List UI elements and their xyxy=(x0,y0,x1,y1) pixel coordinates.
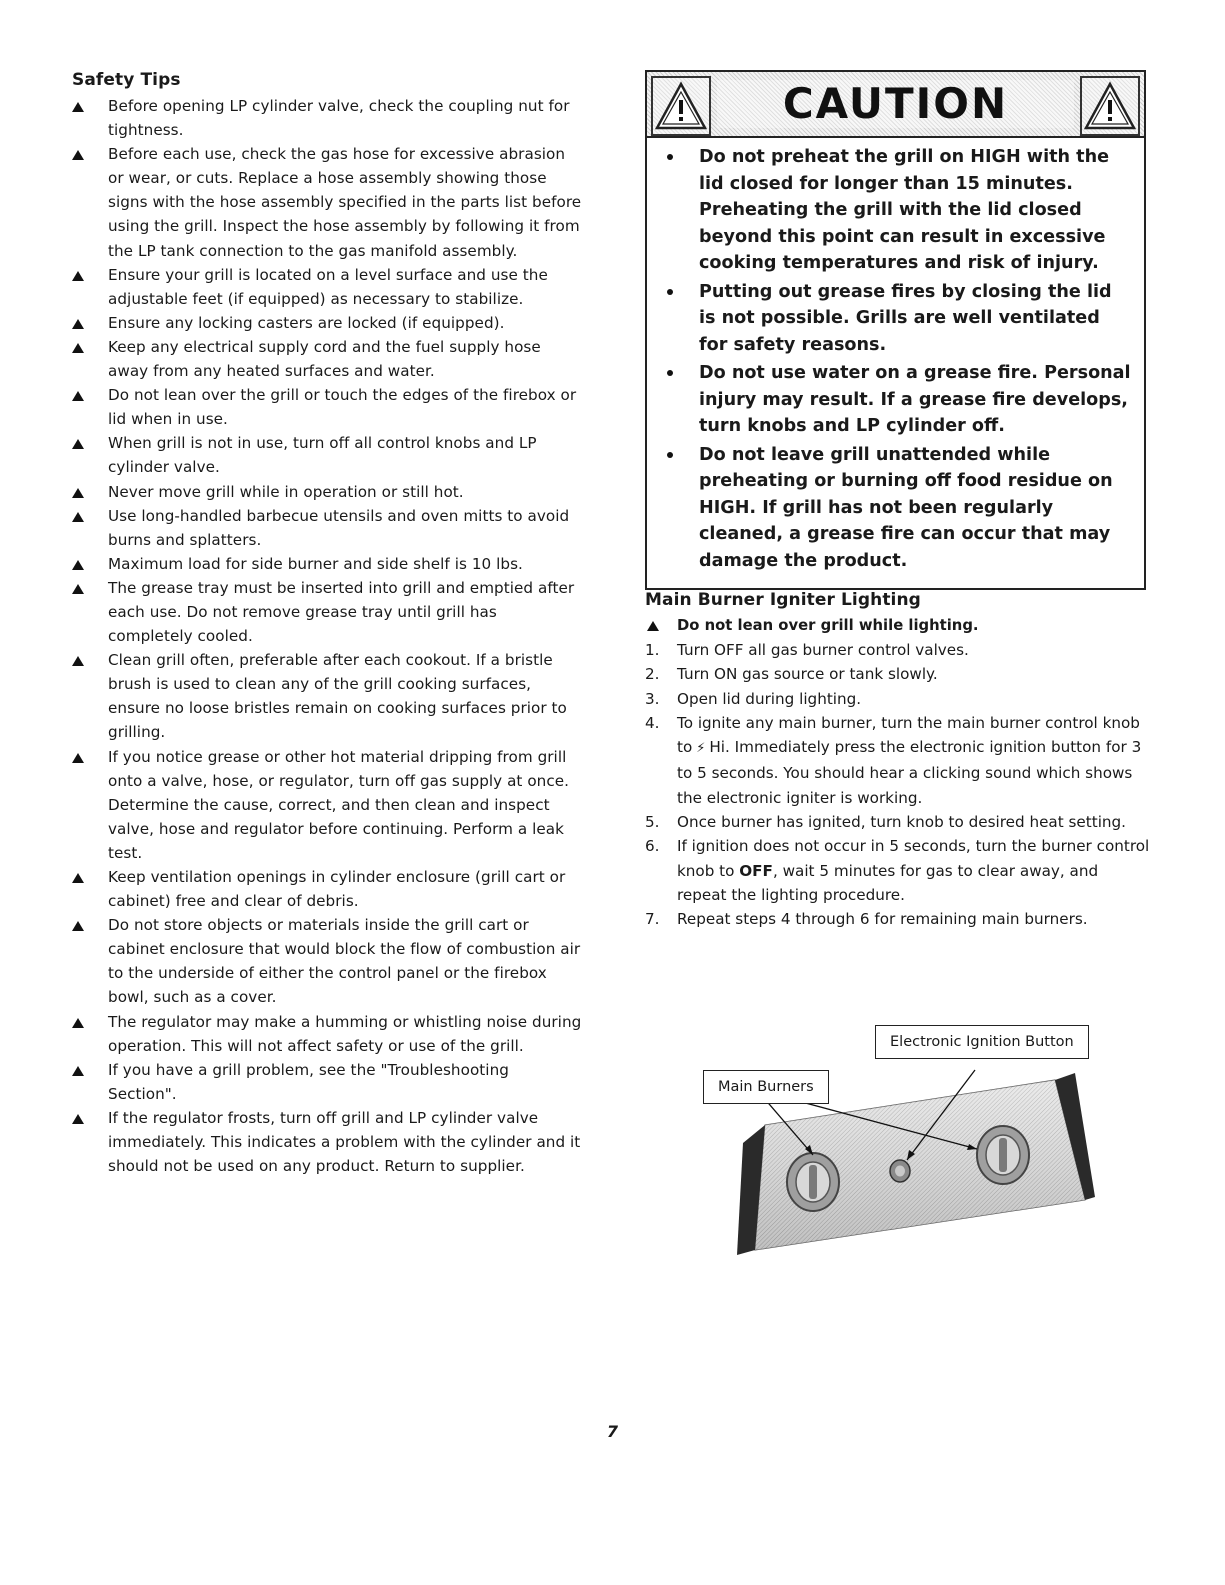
step-item xyxy=(645,638,1150,662)
bullet-dot-icon xyxy=(667,452,673,458)
safety-tip-item xyxy=(72,648,582,744)
safety-tip-text: Never move grill while in operation or still hot. xyxy=(108,482,464,501)
bullet-dot-icon xyxy=(667,370,673,376)
safety-tip-item xyxy=(72,913,582,1009)
safety-tip-text: Use long-handled barbecue utensils and oven mitts to avoid burns and splatters. xyxy=(108,506,570,549)
main-burners-label: Main Burners xyxy=(703,1070,829,1104)
warning-triangle-icon xyxy=(72,102,84,112)
step-text: , wait 5 minutes for gas to clear away, and repeat the lighting procedure. xyxy=(677,861,1099,904)
safety-tip-item xyxy=(72,1058,582,1106)
safety-tip-text: Keep any electrical supply cord and the fuel supply hose away from any heated surfaces and water. xyxy=(108,337,541,381)
step-text: Once burner has ignited, turn knob to desired heat setting. xyxy=(677,813,1127,832)
warning-triangle-icon xyxy=(72,439,84,449)
caution-item xyxy=(647,144,1134,277)
warning-triangle-icon xyxy=(72,343,84,353)
lightning-bolt-icon: ⚡ xyxy=(696,741,706,757)
warning-triangle-icon xyxy=(1080,76,1140,136)
warning-triangle-icon xyxy=(651,76,711,136)
safety-tip-text: Before opening LP cylinder valve, check the coupling nut for tightness. xyxy=(108,97,570,140)
step-number: 4. xyxy=(645,713,660,732)
step-number: 1. xyxy=(645,641,660,659)
step-text: Turn OFF all gas burner control valves. xyxy=(677,641,969,659)
caution-title: CAUTION xyxy=(717,80,1074,128)
step-item xyxy=(645,662,1150,686)
warning-triangle-icon xyxy=(72,753,84,763)
caution-list xyxy=(647,144,1144,574)
safety-tip-text: If you have a grill problem, see the "Troubleshooting Section". xyxy=(108,1060,509,1103)
control-panel-illustration xyxy=(645,1025,1150,1265)
caution-item xyxy=(647,442,1134,575)
warning-triangle-icon xyxy=(72,271,84,281)
caution-text: Do not leave grill unattended while preheating or burning off food residue on HIGH. If grill has not been regularly cleaned, a grease fire can occur that may damage the product. xyxy=(699,444,1113,571)
step-text: Turn ON gas source or tank slowly. xyxy=(677,665,938,684)
caution-item xyxy=(647,360,1134,440)
safety-tip-item xyxy=(72,311,582,335)
main-burner-warning-text: Do not lean over grill while lighting. xyxy=(677,617,979,634)
safety-tip-item xyxy=(72,865,582,913)
safety-tip-text: Do not lean over the grill or touch the edges of the firebox or lid when in use. xyxy=(108,386,577,429)
warning-triangle-icon xyxy=(72,319,84,329)
safety-tip-item xyxy=(72,142,582,262)
step-text: Open lid during lighting. xyxy=(677,689,862,708)
step-text: To ignite any main burner, turn the main burner control knob to xyxy=(677,713,1140,757)
safety-tip-item xyxy=(72,504,582,552)
warning-triangle-icon xyxy=(72,488,84,498)
caution-text: Do not preheat the grill on HIGH with the lid closed for longer than 15 minutes. Preheating the grill with the lid closed beyond this point can result in excessive cooking temperatures and risk of injury. xyxy=(699,147,1110,273)
step-number: 7. xyxy=(645,910,660,929)
safety-tips-list xyxy=(72,94,582,1178)
warning-triangle-icon xyxy=(72,584,84,594)
safety-tip-text: Do not store objects or materials inside the grill cart or cabinet enclosure that would block the flow of combustion air to the underside of either the control panel or the firebox bowl, such as a cover. xyxy=(108,916,581,1007)
bullet-dot-icon xyxy=(667,289,673,295)
safety-tip-text: If you notice grease or other hot material dripping from grill onto a valve, hose, or regulator, turn off gas supply at once. Determine the cause, correct, and then clean and inspect valve, hose and regulator before continuing. Perform a leak test. xyxy=(108,747,570,862)
safety-tip-text: Before each use, check the gas hose for excessive abrasion or wear, or cuts. Replace a hose assembly showing those signs with the hose assembly specified in the parts list before using the grill. Inspect the hose assembly by following it from the LP tank connection to the gas manifold assembly. xyxy=(108,145,582,260)
safety-tip-text: The grease tray must be inserted into grill and emptied after each use. Do not remove grease tray until grill has completely cooled. xyxy=(108,578,575,646)
main-burner-heading: Main Burner Igniter Lighting xyxy=(645,590,921,610)
safety-tip-text: Keep ventilation openings in cylinder enclosure (grill cart or cabinet) free and clear of debris. xyxy=(108,868,566,911)
step-text: Repeat steps 4 through 6 for remaining main burners. xyxy=(677,910,1088,929)
bullet-dot-icon xyxy=(667,154,673,160)
electronic-ignition-label: Electronic Ignition Button xyxy=(875,1025,1089,1059)
safety-tip-text: The regulator may make a humming or whistling noise during operation. This will not affect safety or use of the grill. xyxy=(108,1012,582,1055)
step-item xyxy=(645,711,1150,810)
safety-tip-item xyxy=(72,1106,582,1178)
safety-tip-item xyxy=(72,94,582,142)
step-text: If ignition does not occur in 5 seconds, turn the burner control knob to xyxy=(677,837,1150,880)
warning-triangle-icon xyxy=(72,391,84,401)
warning-triangle-icon xyxy=(72,560,84,570)
safety-tip-item xyxy=(72,576,582,648)
page-number: 7 xyxy=(606,1422,619,1441)
step-item xyxy=(645,810,1150,834)
warning-triangle-icon xyxy=(72,921,84,931)
safety-tips-heading: Safety Tips xyxy=(72,70,181,90)
safety-tip-item xyxy=(72,552,582,576)
step-bold-text: OFF xyxy=(739,861,773,880)
warning-triangle-icon xyxy=(72,873,84,883)
step-item xyxy=(645,687,1150,711)
warning-triangle-icon xyxy=(72,1066,84,1076)
ignition-button xyxy=(890,1160,910,1182)
step-number: 5. xyxy=(645,813,660,832)
control-panel-diagram xyxy=(645,1025,1150,1265)
safety-tips-section xyxy=(72,70,582,1178)
safety-tip-item xyxy=(72,383,582,431)
safety-tip-text: If the regulator frosts, turn off grill and LP cylinder valve immediately. This indicates a problem with the cylinder and it should not be used on any product. Return to supplier. xyxy=(108,1108,581,1176)
step-number: 6. xyxy=(645,837,660,856)
safety-tip-item xyxy=(72,1010,582,1058)
safety-tip-item xyxy=(72,431,582,479)
warning-triangle-icon xyxy=(72,512,84,522)
safety-tip-item xyxy=(72,480,582,504)
knob-left xyxy=(787,1153,839,1211)
warning-triangle-icon xyxy=(647,621,659,631)
caution-text: Do not use water on a grease fire. Personal injury may result. If a grease fire develops, turn knobs and LP cylinder off. xyxy=(699,363,1131,436)
safety-tip-text: Ensure your grill is located on a level surface and use the adjustable feet (if equipped) as necessary to stabilize. xyxy=(108,265,548,308)
safety-tip-item xyxy=(72,745,582,865)
caution-box xyxy=(645,70,1146,590)
knob-right xyxy=(977,1126,1029,1184)
safety-tip-text: Ensure any locking casters are locked (if equipped). xyxy=(108,313,505,332)
step-item xyxy=(645,907,1150,931)
caution-item xyxy=(647,279,1134,359)
right-column xyxy=(645,70,1150,1095)
safety-tip-text: Maximum load for side burner and side shelf is 10 lbs. xyxy=(108,554,523,573)
safety-tip-item xyxy=(72,335,582,383)
step-number: 2. xyxy=(645,665,660,684)
caution-header xyxy=(647,72,1144,138)
safety-tip-text: Clean grill often, preferable after each cookout. If a bristle brush is used to clean any of the grill cooking surfaces, ensure no loose bristles remain on cooking surfaces prior to grilling. xyxy=(108,651,567,742)
warning-triangle-icon xyxy=(72,150,84,160)
lighting-steps xyxy=(645,638,1150,932)
safety-tip-text: When grill is not in use, turn off all control knobs and LP cylinder valve. xyxy=(108,434,537,477)
safety-tip-item xyxy=(72,263,582,311)
step-item xyxy=(645,834,1150,907)
warning-triangle-icon xyxy=(72,1114,84,1124)
step-text: Hi. Immediately press the electronic ignition button for 3 to 5 seconds. You should hear a clicking sound which shows the electronic igniter is working. xyxy=(677,738,1142,807)
main-burner-warning xyxy=(645,614,1150,638)
step-number: 3. xyxy=(645,689,660,708)
caution-text: Putting out grease fires by closing the lid is not possible. Grills are well ventilated for safety reasons. xyxy=(699,281,1112,355)
warning-triangle-icon xyxy=(72,1018,84,1028)
warning-triangle-icon xyxy=(72,656,84,666)
